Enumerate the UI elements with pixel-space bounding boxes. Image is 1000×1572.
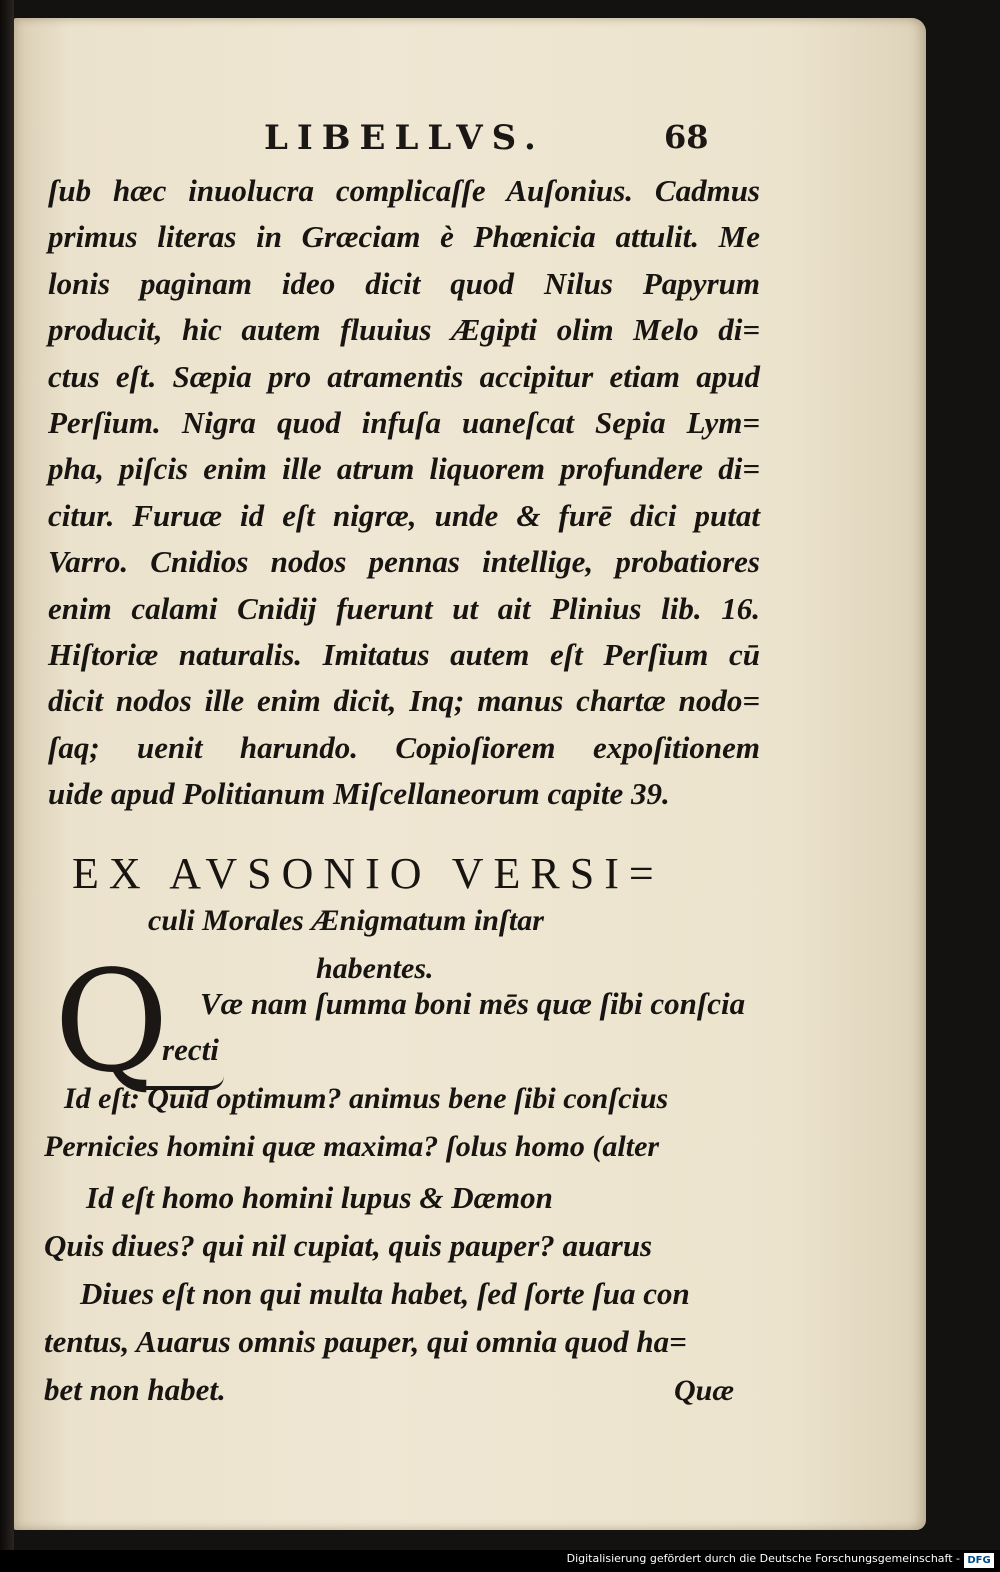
verse-line: Id eſt: Quid optimum? animus bene ſibi conſcius bbox=[64, 1082, 669, 1115]
section-heading-subtitle: culi Morales Ænigmatum inſtar bbox=[148, 904, 544, 937]
verse-line: tentus, Auarus omnis pauper, qui omnia quod ha= bbox=[44, 1324, 687, 1359]
catchword: Quæ bbox=[674, 1374, 735, 1407]
digitization-footer bbox=[0, 1550, 1000, 1572]
commentary-paragraph bbox=[48, 168, 760, 818]
text-line: ſub hæc inuolucra complicaſſe Auſonius. Cadmus bbox=[48, 173, 760, 208]
text-line: uide apud Politianum Miſcellaneorum capite 39. bbox=[48, 776, 670, 812]
verse-line: Pernicies homini quæ maxima? ſolus homo (alter bbox=[44, 1130, 660, 1163]
page-header bbox=[14, 118, 926, 164]
text-line: Hiſtoriæ naturalis. Imitatus autem eſt Perſium cū bbox=[48, 637, 760, 673]
drop-initial-letter: Q bbox=[54, 958, 194, 1088]
verse-line: recti bbox=[162, 1032, 219, 1067]
text-line: lonis paginam ideo dicit quod Nilus Papyrum bbox=[48, 265, 760, 301]
text-line: Perſium. Nigra quod infuſa uaneſcat Sepia Lym= bbox=[48, 405, 760, 441]
funding-credit: Digitalisierung gefördert durch die Deutsche Forschungsgemeinschaft - bbox=[566, 1552, 960, 1565]
text-line: producit, hic autem fluuius Ægipti olim Melo di= bbox=[48, 312, 760, 348]
verse-line: Diues eſt non qui multa habet, ſed ſorte ſua con bbox=[80, 1276, 690, 1311]
verse-line: Væ nam ſumma boni mēs quæ ſibi conſcia bbox=[200, 986, 746, 1021]
text-line: primus literas in Græciam è Phœnicia attulit. Me bbox=[48, 219, 760, 255]
book-page bbox=[14, 18, 926, 1530]
section-heading-subtitle-end: habentes. bbox=[316, 952, 434, 985]
text-line: enim calami Cnidij fuerunt ut ait Plinius lib. 16. bbox=[48, 590, 760, 626]
running-title: LIBELLVS. bbox=[264, 118, 545, 158]
book-spine-shadow bbox=[0, 0, 14, 1572]
text-line: ctus eſt. Sæpia pro atramentis accipitur etiam apud bbox=[48, 358, 760, 394]
page-number: 68 bbox=[664, 118, 709, 156]
text-line: dicit nodos ille enim dicit, Inq; manus chartæ nodo= bbox=[48, 683, 760, 719]
section-heading-main: EX AVSONIO VERSI= bbox=[72, 849, 664, 898]
verse-line: Quis diues? qui nil cupiat, quis pauper? auarus bbox=[44, 1228, 653, 1263]
text-line: Varro. Cnidios nodos pennas intellige, probatiores bbox=[48, 544, 760, 580]
text-line: citur. Furuæ id eſt nigræ, unde & furē dici putat bbox=[48, 497, 760, 533]
text-line: ſaq; uenit harundo. Copioſiorem expoſitionem bbox=[48, 729, 760, 765]
verse-line: bet non habet. bbox=[44, 1372, 226, 1407]
verse-line: Id eſt homo homini lupus & Dæmon bbox=[86, 1180, 553, 1215]
dfg-logo: DFG bbox=[964, 1553, 994, 1568]
text-line: pha, piſcis enim ille atrum liquorem profundere di= bbox=[48, 451, 760, 487]
